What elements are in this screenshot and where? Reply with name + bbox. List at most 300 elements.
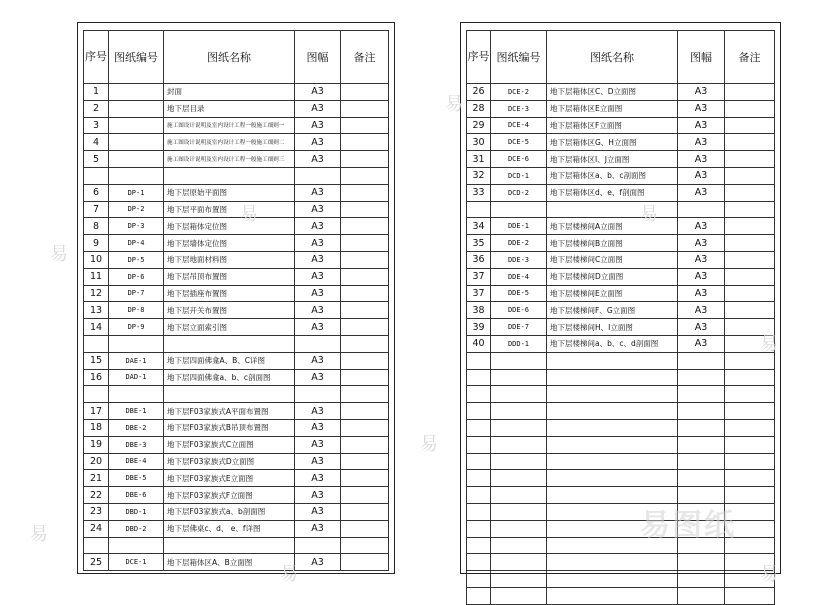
drawing-name-cell: 地下层墙体定位图 bbox=[164, 235, 295, 252]
watermark-glyph: 易 bbox=[30, 524, 48, 545]
drawing-code-cell: DCE-1 bbox=[109, 554, 164, 571]
drawing-code-cell bbox=[491, 554, 547, 571]
spacer-row bbox=[84, 167, 389, 184]
drawing-name-cell: 地下层开关布置图 bbox=[164, 302, 295, 319]
row-number-cell bbox=[467, 587, 491, 604]
empty-cell bbox=[164, 386, 295, 403]
empty-cell bbox=[295, 537, 341, 554]
remark-cell bbox=[341, 369, 389, 386]
drawing-name-cell: 地下层楼梯间H、I立面图 bbox=[547, 319, 678, 336]
row-number-cell bbox=[467, 520, 491, 537]
row-number-cell: 38 bbox=[467, 302, 491, 319]
row-number-cell: 26 bbox=[467, 84, 491, 101]
drawing-code-cell: DCE-3 bbox=[491, 100, 547, 117]
drawing-name-cell: 地下层四面佛龛A、B、C详图 bbox=[164, 352, 295, 369]
row-number-cell: 22 bbox=[84, 487, 109, 504]
row-number-cell: 31 bbox=[467, 151, 491, 168]
empty-cell bbox=[109, 386, 164, 403]
paper-size-cell: A3 bbox=[295, 201, 341, 218]
drawing-code-cell: DP-6 bbox=[109, 268, 164, 285]
table-row bbox=[84, 554, 389, 571]
row-number-cell: 39 bbox=[467, 319, 491, 336]
drawing-code-cell: DCD-2 bbox=[491, 184, 547, 201]
drawing-name-cell: 地下层箱体区C、D立面图 bbox=[547, 84, 678, 101]
row-number-cell bbox=[467, 453, 491, 470]
row-number-cell: 40 bbox=[467, 335, 491, 352]
paper-size-cell: A3 bbox=[678, 335, 725, 352]
drawing-name-cell bbox=[547, 403, 678, 420]
paper-size-cell: A3 bbox=[678, 285, 725, 302]
row-number-cell: 12 bbox=[84, 285, 109, 302]
row-number-cell: 11 bbox=[84, 268, 109, 285]
remark-cell bbox=[725, 235, 775, 252]
remark-cell bbox=[725, 587, 775, 604]
drawing-name-cell: 地下层楼梯间a、b、c、d剖面图 bbox=[547, 335, 678, 352]
remark-cell bbox=[341, 201, 389, 218]
remark-cell bbox=[341, 184, 389, 201]
empty-cell bbox=[547, 352, 678, 369]
remark-cell bbox=[725, 184, 775, 201]
drawing-name-cell: 地下层楼梯间E立面图 bbox=[547, 285, 678, 302]
paper-size-cell: A3 bbox=[678, 167, 725, 184]
empty-cell bbox=[84, 386, 109, 403]
paper-size-cell: A3 bbox=[678, 268, 725, 285]
drawing-name-cell: 地下层原始平面图 bbox=[164, 184, 295, 201]
empty-cell bbox=[678, 352, 725, 369]
header-size: 图幅 bbox=[295, 31, 341, 84]
empty-cell bbox=[109, 167, 164, 184]
table-row bbox=[84, 302, 389, 319]
remark-cell bbox=[341, 100, 389, 117]
table-row bbox=[467, 436, 775, 453]
table-row bbox=[84, 134, 389, 151]
row-number-cell: 10 bbox=[84, 251, 109, 268]
drawing-code-cell bbox=[491, 453, 547, 470]
drawing-code-cell: DDE-4 bbox=[491, 268, 547, 285]
table-row bbox=[84, 151, 389, 168]
empty-cell bbox=[341, 167, 389, 184]
drawing-code-cell: DCD-1 bbox=[491, 167, 547, 184]
paper-size-cell: A3 bbox=[295, 151, 341, 168]
drawing-code-cell bbox=[109, 117, 164, 134]
drawing-code-cell: DDE-6 bbox=[491, 302, 547, 319]
row-number-cell: 23 bbox=[84, 503, 109, 520]
empty-cell bbox=[491, 352, 547, 369]
table-row bbox=[467, 419, 775, 436]
paper-size-cell: A3 bbox=[678, 184, 725, 201]
watermark-banner: 易图纸 bbox=[640, 508, 736, 543]
table-row bbox=[84, 453, 389, 470]
watermark-glyph: 易 bbox=[640, 204, 658, 225]
paper-size-cell: A3 bbox=[295, 419, 341, 436]
drawing-code-cell bbox=[491, 487, 547, 504]
paper-size-cell: A3 bbox=[295, 235, 341, 252]
drawing-code-cell: DP-1 bbox=[109, 184, 164, 201]
row-number-cell: 18 bbox=[84, 419, 109, 436]
header-remark: 备注 bbox=[725, 31, 775, 84]
table-row bbox=[84, 369, 389, 386]
drawing-code-cell: DBE-1 bbox=[109, 403, 164, 420]
drawing-code-cell: DP-8 bbox=[109, 302, 164, 319]
drawing-name-cell: 地下层箱体区I、J立面图 bbox=[547, 151, 678, 168]
remark-cell bbox=[725, 436, 775, 453]
drawing-name-cell: 地下层楼梯间C立面图 bbox=[547, 251, 678, 268]
table-row bbox=[467, 184, 775, 201]
drawing-code-cell bbox=[491, 587, 547, 604]
drawing-name-cell: 施工图设计说明及室内设计工程一般施工细则三 bbox=[164, 151, 295, 168]
remark-cell bbox=[725, 218, 775, 235]
drawing-code-cell: DP-3 bbox=[109, 218, 164, 235]
paper-size-cell bbox=[678, 386, 725, 403]
row-number-cell: 2 bbox=[84, 100, 109, 117]
row-number-cell: 6 bbox=[84, 184, 109, 201]
drawing-name-cell bbox=[547, 587, 678, 604]
remark-cell bbox=[341, 487, 389, 504]
paper-size-cell: A3 bbox=[678, 134, 725, 151]
drawing-code-cell bbox=[109, 134, 164, 151]
table-row bbox=[467, 554, 775, 571]
row-number-cell: 7 bbox=[84, 201, 109, 218]
remark-cell bbox=[725, 268, 775, 285]
drawing-code-cell: DCE-6 bbox=[491, 151, 547, 168]
drawing-code-cell bbox=[491, 470, 547, 487]
empty-cell bbox=[109, 537, 164, 554]
table-row bbox=[84, 487, 389, 504]
row-number-cell: 20 bbox=[84, 453, 109, 470]
row-number-cell: 3 bbox=[84, 117, 109, 134]
paper-size-cell: A3 bbox=[295, 117, 341, 134]
empty-cell bbox=[341, 335, 389, 352]
table-row bbox=[84, 352, 389, 369]
table-row bbox=[467, 251, 775, 268]
drawing-list-sheet-right bbox=[460, 22, 781, 574]
row-number-cell: 35 bbox=[467, 235, 491, 252]
remark-cell bbox=[341, 235, 389, 252]
drawing-name-cell: 地下层F03家族式A平面布置图 bbox=[164, 403, 295, 420]
paper-size-cell: A3 bbox=[295, 285, 341, 302]
table-row bbox=[467, 453, 775, 470]
table-row bbox=[84, 268, 389, 285]
row-number-cell: 14 bbox=[84, 319, 109, 336]
drawing-name-cell: 地下层楼梯间A立面图 bbox=[547, 218, 678, 235]
remark-cell bbox=[341, 117, 389, 134]
remark-cell bbox=[725, 453, 775, 470]
drawing-name-cell: 地下层箱体区G、H立面图 bbox=[547, 134, 678, 151]
remark-cell bbox=[341, 403, 389, 420]
row-number-cell bbox=[467, 403, 491, 420]
row-number-cell: 29 bbox=[467, 117, 491, 134]
table-row bbox=[467, 302, 775, 319]
paper-size-cell: A3 bbox=[295, 369, 341, 386]
drawing-code-cell: DDE-1 bbox=[491, 218, 547, 235]
remark-cell bbox=[341, 251, 389, 268]
paper-size-cell: A3 bbox=[295, 302, 341, 319]
table-row bbox=[467, 571, 775, 588]
remark-cell bbox=[725, 134, 775, 151]
drawing-code-cell: DP-5 bbox=[109, 251, 164, 268]
row-number-cell bbox=[467, 436, 491, 453]
drawing-name-cell: 地下层F03家族式B吊顶布置图 bbox=[164, 419, 295, 436]
remark-cell bbox=[725, 302, 775, 319]
drawing-code-cell: DAE-1 bbox=[109, 352, 164, 369]
spacer-row bbox=[84, 335, 389, 352]
table-row bbox=[84, 403, 389, 420]
drawing-code-cell bbox=[491, 571, 547, 588]
table-row bbox=[467, 335, 775, 352]
remark-cell bbox=[725, 100, 775, 117]
table-row bbox=[84, 419, 389, 436]
table-row bbox=[467, 386, 775, 403]
drawing-code-cell bbox=[491, 503, 547, 520]
drawing-code-cell: DDD-1 bbox=[491, 335, 547, 352]
row-number-cell: 13 bbox=[84, 302, 109, 319]
drawing-code-cell: DP-4 bbox=[109, 235, 164, 252]
empty-cell bbox=[164, 335, 295, 352]
paper-size-cell: A3 bbox=[678, 117, 725, 134]
remark-cell bbox=[341, 503, 389, 520]
paper-size-cell bbox=[678, 571, 725, 588]
drawing-name-cell: 地下层箱体定位图 bbox=[164, 218, 295, 235]
paper-size-cell: A3 bbox=[295, 503, 341, 520]
paper-size-cell: A3 bbox=[295, 352, 341, 369]
remark-cell bbox=[341, 134, 389, 151]
remark-cell bbox=[725, 369, 775, 386]
remark-cell bbox=[341, 554, 389, 571]
drawing-code-cell: DBD-2 bbox=[109, 520, 164, 537]
paper-size-cell bbox=[678, 554, 725, 571]
remark-cell bbox=[725, 285, 775, 302]
drawing-code-cell bbox=[491, 436, 547, 453]
empty-cell bbox=[84, 537, 109, 554]
remark-cell bbox=[341, 285, 389, 302]
header-name: 图纸名称 bbox=[164, 31, 295, 84]
row-number-cell bbox=[467, 419, 491, 436]
drawing-name-cell: 地下层F03家族式E立面图 bbox=[164, 470, 295, 487]
row-number-cell bbox=[467, 503, 491, 520]
table-row bbox=[84, 100, 389, 117]
remark-cell bbox=[341, 436, 389, 453]
paper-size-cell bbox=[678, 369, 725, 386]
table-row bbox=[467, 167, 775, 184]
watermark-glyph: 易 bbox=[50, 244, 68, 265]
table-row bbox=[84, 218, 389, 235]
drawing-code-cell: DP-2 bbox=[109, 201, 164, 218]
drawing-code-cell: DBE-5 bbox=[109, 470, 164, 487]
drawing-name-cell: 地下层F03家族式F立面图 bbox=[164, 487, 295, 504]
row-number-cell bbox=[467, 470, 491, 487]
paper-size-cell: A3 bbox=[295, 319, 341, 336]
table-row bbox=[84, 520, 389, 537]
empty-cell bbox=[725, 201, 775, 218]
table-row bbox=[467, 369, 775, 386]
paper-size-cell: A3 bbox=[295, 403, 341, 420]
row-number-cell: 33 bbox=[467, 184, 491, 201]
drawing-code-cell bbox=[491, 419, 547, 436]
drawing-name-cell: 地下层箱体区d、e、f剖面图 bbox=[547, 184, 678, 201]
empty-cell bbox=[164, 167, 295, 184]
drawing-name-cell: 地下层F03家族式C立面图 bbox=[164, 436, 295, 453]
drawing-code-cell: DDE-7 bbox=[491, 319, 547, 336]
empty-cell bbox=[164, 537, 295, 554]
drawing-name-cell bbox=[547, 436, 678, 453]
drawing-name-cell: 地下层楼梯间B立面图 bbox=[547, 235, 678, 252]
empty-cell bbox=[84, 167, 109, 184]
spacer-row bbox=[467, 201, 775, 218]
watermark-glyph: 易 bbox=[760, 564, 778, 585]
table-row bbox=[84, 117, 389, 134]
drawing-name-cell: 地下层吊顶布置图 bbox=[164, 268, 295, 285]
paper-size-cell: A3 bbox=[295, 100, 341, 117]
paper-size-cell: A3 bbox=[295, 184, 341, 201]
drawing-code-cell bbox=[491, 369, 547, 386]
empty-cell bbox=[467, 201, 491, 218]
header-code: 图纸编号 bbox=[109, 31, 164, 84]
row-number-cell: 17 bbox=[84, 403, 109, 420]
row-number-cell bbox=[467, 487, 491, 504]
table-row bbox=[84, 235, 389, 252]
row-number-cell: 25 bbox=[84, 554, 109, 571]
table-body-left bbox=[84, 84, 389, 571]
empty-cell bbox=[341, 386, 389, 403]
table-row bbox=[467, 470, 775, 487]
watermark-glyph: 易 bbox=[240, 204, 258, 225]
drawing-name-cell: 封面 bbox=[164, 84, 295, 101]
paper-size-cell bbox=[678, 419, 725, 436]
table-row bbox=[467, 403, 775, 420]
paper-size-cell: A3 bbox=[678, 151, 725, 168]
table-row bbox=[467, 117, 775, 134]
table-row bbox=[84, 184, 389, 201]
drawing-code-cell: DCE-2 bbox=[491, 84, 547, 101]
paper-size-cell: A3 bbox=[678, 302, 725, 319]
remark-cell bbox=[341, 352, 389, 369]
drawing-name-cell: 地下层箱体区a、b、c剖面图 bbox=[547, 167, 678, 184]
row-number-cell bbox=[467, 537, 491, 554]
spacer-row bbox=[467, 352, 775, 369]
row-number-cell: 37 bbox=[467, 268, 491, 285]
paper-size-cell: A3 bbox=[295, 487, 341, 504]
paper-size-cell: A3 bbox=[295, 218, 341, 235]
paper-size-cell: A3 bbox=[678, 319, 725, 336]
remark-cell bbox=[341, 419, 389, 436]
remark-cell bbox=[725, 84, 775, 101]
row-number-cell: 24 bbox=[84, 520, 109, 537]
remark-cell bbox=[341, 218, 389, 235]
remark-cell bbox=[341, 453, 389, 470]
drawing-code-cell: DBE-2 bbox=[109, 419, 164, 436]
drawing-code-cell: DDE-3 bbox=[491, 251, 547, 268]
drawing-code-cell: DBE-4 bbox=[109, 453, 164, 470]
drawing-name-cell: 地下层楼梯间D立面图 bbox=[547, 268, 678, 285]
drawing-code-cell bbox=[109, 100, 164, 117]
drawing-code-cell: DBE-3 bbox=[109, 436, 164, 453]
remark-cell bbox=[341, 520, 389, 537]
table-row bbox=[467, 285, 775, 302]
table-row bbox=[467, 100, 775, 117]
header-remark: 备注 bbox=[341, 31, 389, 84]
spacer-row bbox=[84, 386, 389, 403]
row-number-cell: 16 bbox=[84, 369, 109, 386]
watermark-glyph: 易 bbox=[445, 94, 463, 115]
paper-size-cell: A3 bbox=[295, 554, 341, 571]
paper-size-cell bbox=[678, 453, 725, 470]
remark-cell bbox=[341, 151, 389, 168]
drawing-name-cell bbox=[547, 571, 678, 588]
row-number-cell: 28 bbox=[467, 100, 491, 117]
table-row bbox=[467, 319, 775, 336]
remark-cell bbox=[341, 302, 389, 319]
remark-cell bbox=[341, 268, 389, 285]
remark-cell bbox=[341, 470, 389, 487]
remark-cell bbox=[725, 151, 775, 168]
drawing-code-cell bbox=[491, 403, 547, 420]
paper-size-cell: A3 bbox=[295, 470, 341, 487]
drawing-name-cell bbox=[547, 386, 678, 403]
drawing-list-sheet-left bbox=[77, 22, 395, 574]
table-row bbox=[84, 84, 389, 101]
paper-size-cell bbox=[678, 470, 725, 487]
remark-cell bbox=[725, 167, 775, 184]
drawing-name-cell: 施工图设计说明及室内设计工程一般施工细则二 bbox=[164, 134, 295, 151]
drawing-name-cell: 地下层目录 bbox=[164, 100, 295, 117]
watermark-glyph: 易 bbox=[420, 434, 438, 455]
drawing-name-cell: 地下层箱体区F立面图 bbox=[547, 117, 678, 134]
row-number-cell: 19 bbox=[84, 436, 109, 453]
row-number-cell: 30 bbox=[467, 134, 491, 151]
table-row bbox=[84, 319, 389, 336]
remark-cell bbox=[725, 403, 775, 420]
table-row bbox=[467, 235, 775, 252]
row-number-cell: 34 bbox=[467, 218, 491, 235]
paper-size-cell: A3 bbox=[295, 251, 341, 268]
empty-cell bbox=[341, 537, 389, 554]
remark-cell bbox=[725, 117, 775, 134]
row-number-cell bbox=[467, 369, 491, 386]
row-number-cell bbox=[467, 386, 491, 403]
drawing-name-cell bbox=[547, 369, 678, 386]
drawing-code-cell bbox=[491, 520, 547, 537]
drawing-code-cell: DBE-6 bbox=[109, 487, 164, 504]
paper-size-cell: A3 bbox=[678, 218, 725, 235]
table-row bbox=[467, 587, 775, 604]
drawing-name-cell: 地下层箱体区A、B立面图 bbox=[164, 554, 295, 571]
drawing-name-cell: 地下层四面佛龛a、b、c剖面图 bbox=[164, 369, 295, 386]
drawing-name-cell bbox=[547, 419, 678, 436]
drawing-name-cell: 地下层箱体区E立面图 bbox=[547, 100, 678, 117]
watermark-glyph: 易 bbox=[760, 334, 778, 355]
empty-cell bbox=[491, 201, 547, 218]
table-row bbox=[84, 201, 389, 218]
row-number-cell: 8 bbox=[84, 218, 109, 235]
drawing-name-cell bbox=[547, 453, 678, 470]
remark-cell bbox=[725, 251, 775, 268]
row-number-cell bbox=[467, 571, 491, 588]
table-row bbox=[84, 503, 389, 520]
drawing-name-cell: 地下层F03家族式D立面图 bbox=[164, 453, 295, 470]
drawing-name-cell bbox=[547, 554, 678, 571]
remark-cell bbox=[341, 319, 389, 336]
row-number-cell: 15 bbox=[84, 352, 109, 369]
drawing-name-cell: 地下层楼梯间F、G立面图 bbox=[547, 302, 678, 319]
drawing-name-cell: 地下层地面材料图 bbox=[164, 251, 295, 268]
drawing-code-cell bbox=[491, 386, 547, 403]
empty-cell bbox=[295, 335, 341, 352]
drawing-code-cell: DCE-4 bbox=[491, 117, 547, 134]
empty-cell bbox=[678, 201, 725, 218]
header-code: 图纸编号 bbox=[491, 31, 547, 84]
spacer-row bbox=[84, 537, 389, 554]
drawing-code-cell: DDE-5 bbox=[491, 285, 547, 302]
